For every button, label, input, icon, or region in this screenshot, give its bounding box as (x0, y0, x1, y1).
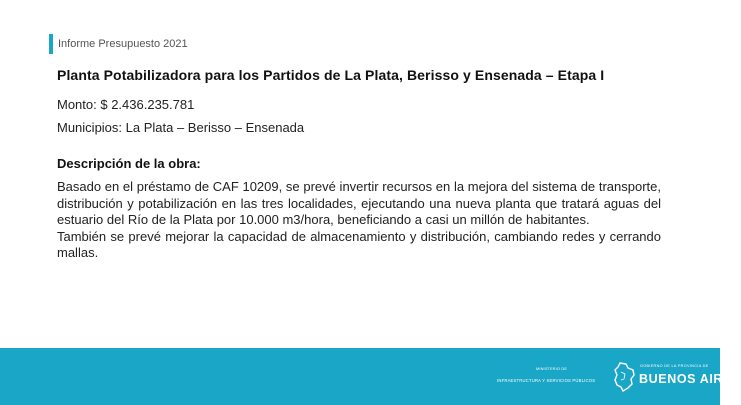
description-heading: Descripción de la obra: (57, 156, 201, 171)
government-logo (612, 362, 741, 394)
gov-big-text: BUENOS AIRES (639, 372, 741, 386)
description-paragraph-2: También se prevé mejorar la capacidad de almacenamiento y distribución, cambiando redes y cerrando mallas. (57, 228, 661, 260)
ministry-small-text: MINISTERIO DE (536, 367, 568, 371)
description-body (57, 179, 661, 262)
description-paragraph-1: Basado en el préstamo de CAF 10209, se prevé invertir recursos en la mejora del sistema de transporte, distribución y potabilización en las tres localidades, ejecutando una nueva planta que tratará aguas del estuario del Río de la Plata por 10.000 m3/hora, beneficiando a casi un millón de habitantes. (57, 179, 661, 227)
province-map-icon (612, 362, 636, 392)
gov-small-text: GOBIERNO DE LA PROVINCIA DE (640, 364, 709, 368)
page-title: Planta Potabilizadora para los Partidos de La Plata, Berisso y Ensenada – Etapa I (57, 67, 605, 83)
municipios-text: Municipios: La Plata – Berisso – Ensenada (57, 120, 305, 135)
monto-text: Monto: $ 2.436.235.781 (57, 97, 195, 112)
ministry-logo (497, 367, 596, 383)
report-label: Informe Presupuesto 2021 (58, 38, 188, 50)
ministry-line-text: INFRAESTRUCTURA Y SERVICIOS PÚBLICOS (497, 378, 596, 383)
header-accent-bar (49, 34, 53, 54)
